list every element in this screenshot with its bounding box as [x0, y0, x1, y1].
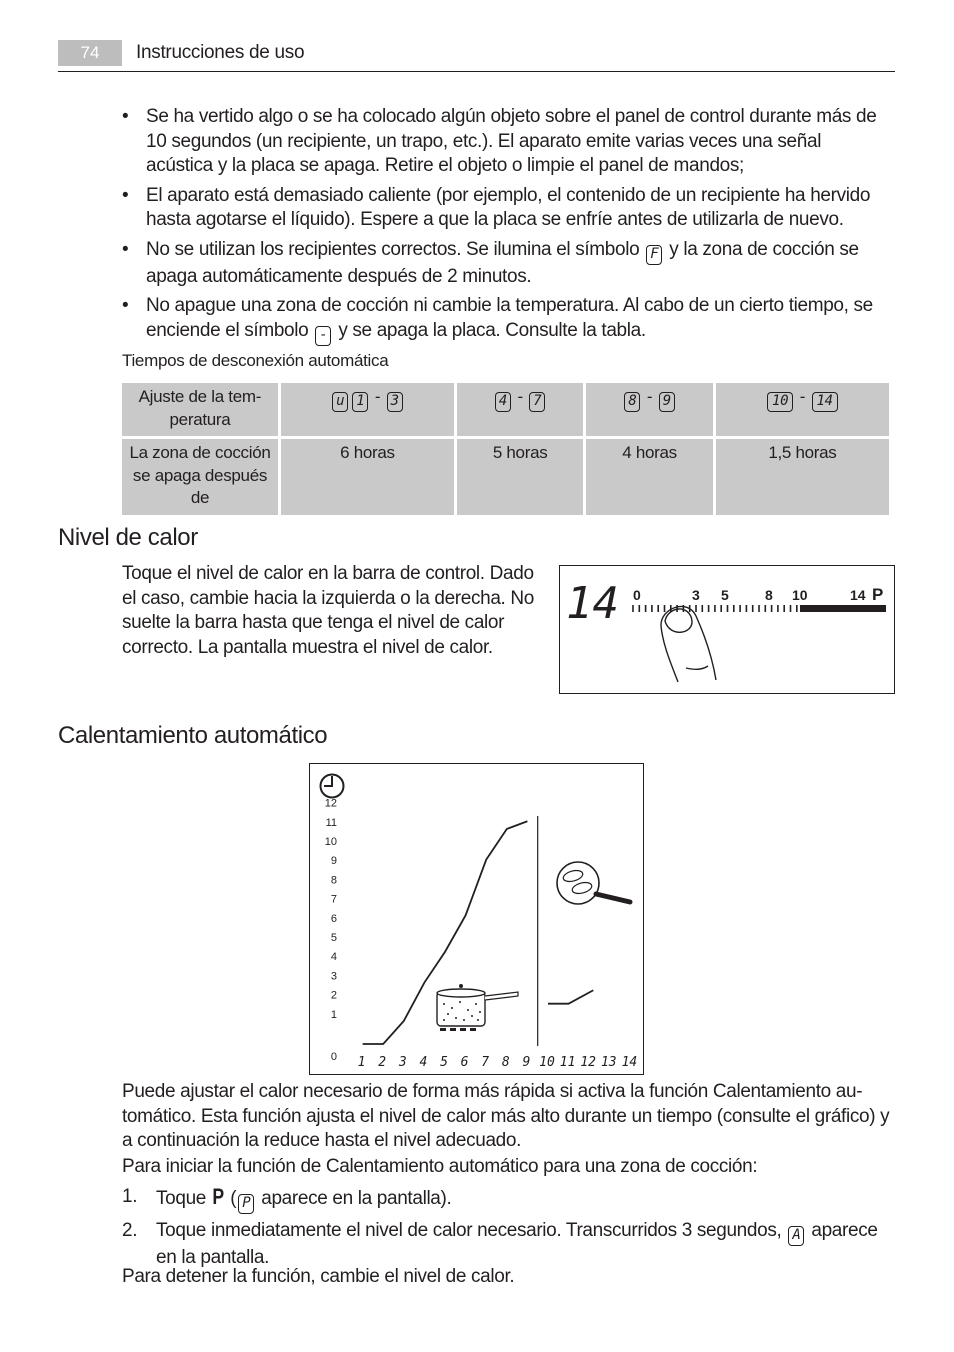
table-cell: 4 - 7 [457, 383, 583, 436]
steps-list [122, 1185, 895, 1276]
bullet-text: Se ha vertido algo o se ha colocado algún objeto sobre el panel de control durante más de 10 segundos (un recipiente, un trapo, etc.). El aparato emite varias veces una señal acústica y la placa se apaga. Retire el objeto o limpie el panel de mandos; [146, 106, 877, 176]
y-tick-label: 10 [324, 836, 337, 848]
f-symbol: F [646, 245, 662, 265]
x-tick-label: 12 [580, 1055, 597, 1070]
list-item: 1. Toque P ( P aparece en la pantalla). [122, 1185, 895, 1214]
table-cell: 5 horas [457, 439, 583, 515]
bullet-text: y se apaga la placa. Consulte la tabla. [338, 319, 646, 341]
table-cell: 1,5 horas [716, 439, 889, 515]
list-item: • No apague una zona de cocción ni cambie la temperatura. Al cabo de un cierto tiempo, se enciende el símbolo - y se apaga la placa. Consulte la tabla. [122, 294, 892, 346]
series-line [548, 990, 593, 1003]
display-value: 14 [566, 578, 619, 629]
y-tick-label: 0 [330, 1051, 337, 1063]
table-cell: 6 horas [281, 439, 454, 515]
x-tick-label: 8 [501, 1055, 510, 1070]
bullet-text: No se utilizan los recipientes correctos. Se ilumina el símbolo [146, 238, 640, 260]
y-tick-label: 5 [330, 932, 337, 944]
table-cell: 4 horas [586, 439, 712, 515]
calent-paragraph: Para iniciar la función de Calentamiento automático para una zona de cocción: [122, 1156, 758, 1177]
shutoff-table [119, 380, 892, 518]
x-tick-label: 7 [481, 1055, 490, 1070]
list-item: 2. Toque inmediatamente el nivel de calor necesario. Transcurridos 3 segundos, A aparece en la pantalla. [122, 1220, 878, 1268]
x-tick-label: 9 [522, 1055, 531, 1070]
chart-svg [310, 764, 645, 1076]
magnifier-icon [557, 862, 630, 904]
y-tick-label: 7 [330, 893, 337, 906]
bullet-text: y la zona de cocción se apaga automáticamente después de 2 minutos. [146, 238, 859, 287]
nivel-paragraph: Toque el nivel de calor en la barra de control. Dado el caso, cambie hacia la izquierda o la derecha. No suelte la barra hasta que tenga el nivel de calor correcto. La pantalla muestra el nivel de calor. [122, 563, 535, 658]
y-tick-label: 4 [330, 951, 337, 964]
x-tick-label: 5 [440, 1055, 448, 1070]
auto-heat-chart [309, 763, 644, 1075]
x-tick-label: 13 [600, 1055, 617, 1070]
table-row [122, 383, 889, 436]
y-tick-label: 11 [325, 816, 337, 829]
calent-paragraph: Para detener la función, cambie el nivel de calor. [122, 1266, 515, 1287]
table-cell: u 1 - 3 [281, 383, 454, 436]
bullet-text: El aparato está demasiado caliente (por ejemplo, el contenido de un recipiente ha hervido hasta agotarse el líquido). Espere a que la placa se enfríe antes de utilizarla de nuevo. [146, 184, 871, 230]
y-tick-label: 3 [330, 970, 337, 983]
p-key-icon: P [212, 1184, 224, 1209]
page-number: 74 [58, 40, 122, 66]
page-header [58, 38, 895, 72]
row-header: La zona de cocción se apaga después de [122, 439, 278, 515]
x-tick-label: 14 [621, 1055, 638, 1070]
list-item: • Se ha vertido algo o se ha colocado algún objeto sobre el panel de control durante más de 10 segundos (un recipiente, un trapo, etc.). El aparato emite varias veces una señal acústica y la placa se apaga. Retire el objeto o limpie el panel de mandos; [122, 106, 877, 176]
x-tick-label: 3 [398, 1055, 407, 1070]
scale-label: 3 [692, 587, 700, 603]
table-cell: 10 - 14 [716, 383, 889, 436]
x-tick-label: 4 [419, 1055, 428, 1070]
x-tick-label: 10 [539, 1055, 555, 1070]
table-row [122, 439, 889, 515]
control-bar-illustration [559, 565, 895, 694]
y-tick-label: 8 [330, 874, 337, 887]
scale-end-label: P [872, 585, 884, 604]
table-caption: Tiempos de desconexión automática [122, 351, 389, 370]
condition-list [122, 105, 892, 351]
x-tick-label: 2 [378, 1055, 387, 1070]
list-item: • El aparato está demasiado caliente (por ejemplo, el contenido de un recipiente ha hervido hasta agotarse el líquido). Espere a que la placa se enfríe antes de utilizarla de nuevo. [122, 184, 871, 230]
table-cell: 8 - 9 [586, 383, 712, 436]
scale-label: 8 [765, 587, 773, 603]
section-heading: Nivel de calor [58, 524, 198, 551]
y-tick-label: 12 [324, 797, 337, 810]
x-tick-label: 1 [357, 1055, 366, 1070]
a-symbol: A [788, 1226, 804, 1246]
y-tick-label: 2 [330, 989, 337, 1002]
p-symbol: P [238, 1194, 254, 1214]
finger-icon [661, 607, 716, 682]
clock-icon [321, 775, 344, 798]
header-title: Instrucciones de uso [136, 42, 305, 63]
scale-label: 10 [792, 587, 808, 603]
dash-symbol: - [315, 326, 331, 346]
x-tick-label: 6 [460, 1055, 469, 1070]
y-tick-label: 9 [330, 855, 337, 868]
bullet-text: No apague una zona de cocción ni cambie la temperatura. Al cabo de un cierto tiempo, se enciende el símbolo [146, 295, 873, 341]
y-tick-label: 6 [330, 912, 337, 925]
scale-label: 5 [721, 587, 729, 603]
calent-paragraph: Puede ajustar el calor necesario de forma más rápida si activa la función Calentamiento automático. Esta función ajusta el nivel de calor más alto durante un tiempo (consulte el gráfico) y a continuación la reduce hasta el nivel adecuado. [122, 1081, 890, 1151]
y-tick-label: 1 [330, 1008, 337, 1021]
list-item: • No se utilizan los recipientes correctos. Se ilumina el símbolo F y la zona de cocción se apaga automáticamente después de 2 minutos. [122, 238, 859, 287]
scale-label: 14 [850, 587, 866, 603]
section-heading: Calentamiento automático [58, 722, 328, 749]
row-header: Ajuste de la temperatura [122, 383, 278, 436]
scale-label: 0 [633, 587, 641, 603]
pot-icon [437, 984, 518, 1031]
x-tick-label: 11 [559, 1055, 576, 1070]
